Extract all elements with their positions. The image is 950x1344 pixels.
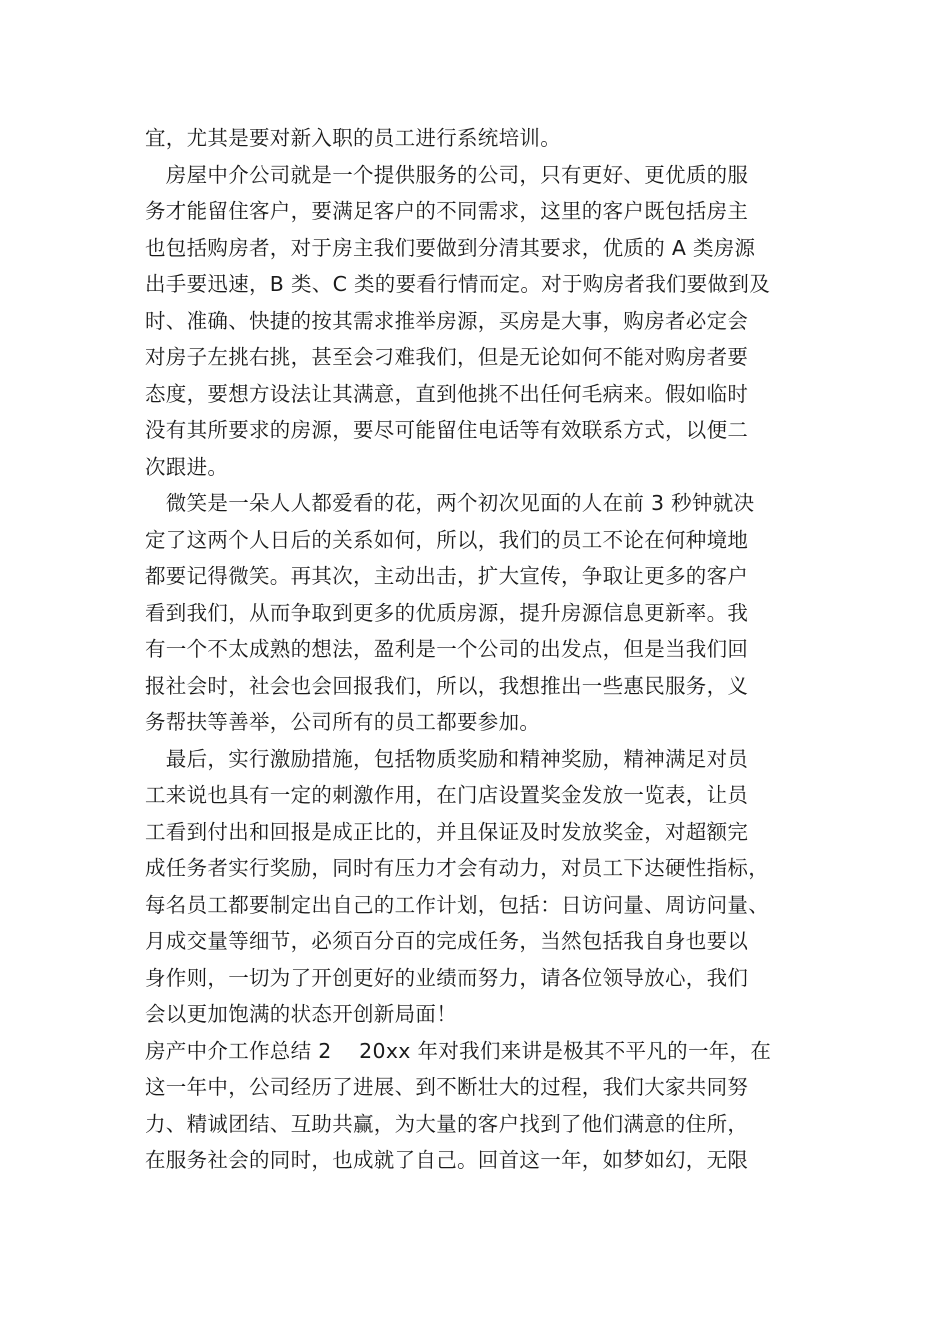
text-line: 定了这两个人日后的关系如何，所以，我们的员工不论在何种境地 <box>145 527 749 552</box>
text-line: 每名员工都要制定出自己的工作计划，包括：日访问量、周访问量、 <box>145 892 769 917</box>
text-line: 房产中介工作总结 2 20xx 年对我们来讲是极其不平凡的一年，在 <box>145 1038 772 1063</box>
text-line: 也包括购房者，对于房主我们要做到分清其要求，优质的 A 类房源 <box>145 235 756 260</box>
text-line: 都要记得微笑。再其次，主动出击，扩大宣传，争取让更多的客户 <box>145 564 749 588</box>
text-line: 有一个不太成熟的想法，盈利是一个公司的出发点，但是当我们回 <box>145 637 749 661</box>
text-line: 报社会时，社会也会回报我们，所以，我想推出一些惠民服务，义 <box>145 673 749 698</box>
text-line: 工来说也具有一定的刺激作用，在门店设置奖金发放一览表，让员 <box>145 783 749 807</box>
text-line: 最后，实行激励措施，包括物质奖励和精神奖励，精神满足对员 <box>145 746 749 771</box>
text-line: 态度，要想方设法让其满意，直到他挑不出任何毛病来。假如临时 <box>145 381 749 406</box>
text-line: 微笑是一朵人人都爱看的花，两个初次见面的人在前 3 秒钟就决 <box>145 491 755 515</box>
text-line: 身作则，一切为了开创更好的业绩而努力，请各位领导放心，我们 <box>145 965 749 990</box>
text-line: 次跟进。 <box>145 454 229 479</box>
text-line: 房屋中介公司就是一个提供服务的公司，只有更好、更优质的服 <box>145 162 749 187</box>
text-line: 宜，尤其是要对新入职的员工进行系统培训。 <box>145 126 561 150</box>
text-line: 时、准确、快捷的按其需求推举房源，买房是大事，购房者必定会 <box>145 308 749 333</box>
text-line: 月成交量等细节，必须百分百的完成任务，当然包括我自身也要以 <box>145 929 749 953</box>
text-line: 会以更加饱满的状态开创新局面！ <box>145 1002 457 1026</box>
text-line: 看到我们，从而争取到更多的优质房源，提升房源信息更新率。我 <box>145 600 749 625</box>
text-line: 务才能留住客户，要满足客户的不同需求，这里的客户既包括房主 <box>145 199 749 223</box>
text-line: 这一年中，公司经历了进展、到不断壮大的过程，我们大家共同努 <box>145 1075 749 1099</box>
text-line: 成任务者实行奖励，同时有压力才会有动力，对员工下达硬性指标， <box>145 856 769 880</box>
text-line: 务帮扶等善举，公司所有的员工都要参加。 <box>145 710 541 734</box>
text-line: 对房子左挑右挑，甚至会刁难我们，但是无论如何不能对购房者要 <box>145 345 749 369</box>
text-line: 出手要迅速，B 类、C 类的要看行情而定。对于购房者我们要做到及 <box>145 272 771 296</box>
text-line: 力、精诚团结、互助共赢，为大量的客户找到了他们满意的住所， <box>145 1111 749 1136</box>
text-line: 没有其所要求的房源，要尽可能留住电话等有效联系方式，以便二 <box>145 418 749 442</box>
text-line: 在服务社会的同时，也成就了自己。回首这一年，如梦如幻，无限 <box>145 1148 749 1172</box>
text-line: 工看到付出和回报是成正比的，并且保证及时发放奖金，对超额完 <box>145 819 749 844</box>
document-body <box>145 120 815 1179</box>
